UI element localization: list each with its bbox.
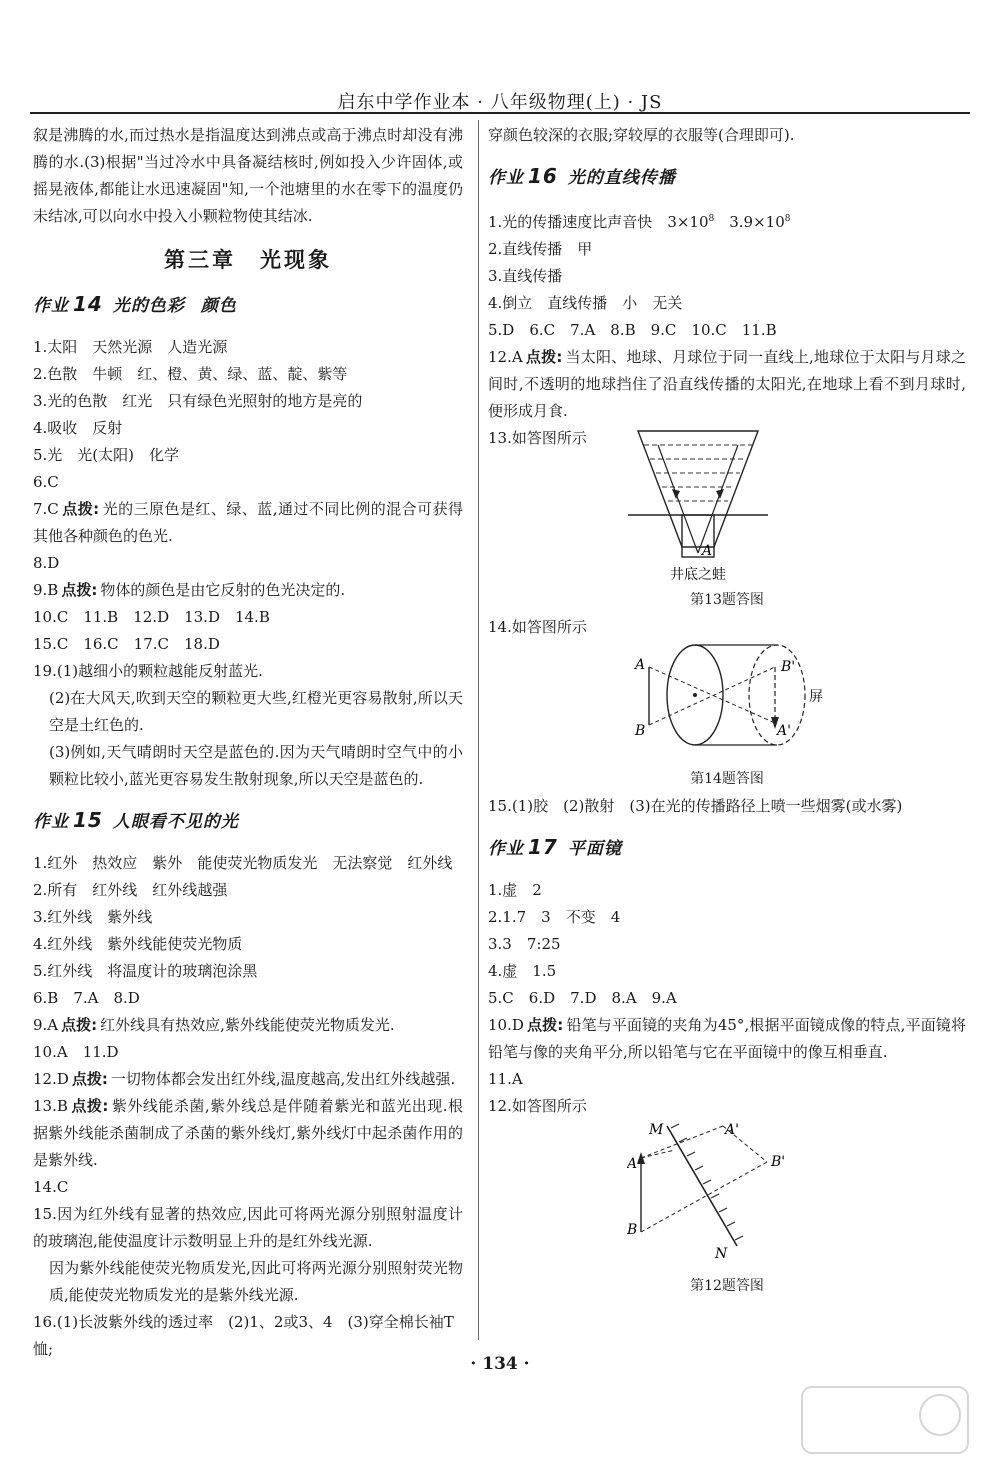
tip-label: 点拨: bbox=[526, 1016, 564, 1034]
answer-item: 12.如答图所示 bbox=[488, 1097, 587, 1115]
point-a-label: A bbox=[635, 657, 646, 673]
pinhole-camera-diagram bbox=[627, 643, 827, 753]
answer-item: 3.光的色散 红光 只有绿色光照射的地方是亮的 bbox=[33, 392, 363, 410]
answer-item: 2.直线传播 甲 bbox=[488, 240, 593, 258]
point-a-label: A bbox=[702, 543, 713, 559]
answer-item: 9.A 点拨: 红外线具有热效应,紫外线能使荧光物质发光. bbox=[33, 1016, 395, 1034]
point-a-label: A bbox=[627, 1156, 638, 1172]
tip-label: 点拨: bbox=[71, 1070, 108, 1088]
answer-item: 15.C 16.C 17.C 18.D bbox=[33, 635, 220, 653]
right-column bbox=[488, 122, 966, 1300]
answer-item: 12.A 点拨: 当太阳、地球、月球位于同一直线上,地球位于太阳与月球之间时,不透明的地球挡住了沿直线传播的太阳光,在地球上看不到月球时,便形成月食. bbox=[488, 348, 966, 420]
answer-item: 10.D 点拨: 铅笔与平面镜的夹角为45°,根据平面镜成像的特点,平面镜将铅笔与像的夹角平分,所以铅笔与它在平面镜中的像互相垂直. bbox=[488, 1016, 966, 1061]
answer-item: 1.红外 热效应 紫外 能使荧光物质发光 无法察觉 红外线 bbox=[33, 854, 453, 872]
tip-label: 点拨: bbox=[70, 1097, 109, 1115]
point-b-label: B bbox=[627, 1222, 638, 1238]
homework-15-heading: 作业 15 人眼看不见的光 bbox=[33, 808, 239, 832]
answer-item: 14.C bbox=[33, 1178, 69, 1196]
answer-item: 13.B 点拨: 紫外线能杀菌,紫外线总是伴随着紫光和蓝光出现.根据紫外线能杀菌制成了杀菌的紫外线灯,紫外线灯中起杀菌作用的是紫外线. bbox=[33, 1097, 464, 1169]
answer-item: 15.因为红外线有显著的热效应,因此可将两光源分别照射温度计的玻璃泡,能使温度计示数明显上升的是红外线光源. bbox=[33, 1205, 463, 1250]
point-a-prime-label: A' bbox=[777, 723, 791, 739]
answer-item: 19.(1)越细小的颗粒越能反射蓝光. bbox=[33, 662, 263, 680]
left-column bbox=[33, 122, 463, 1363]
answer-item: 3.3 7:25 bbox=[488, 935, 561, 953]
tip-label: 点拨: bbox=[61, 581, 98, 599]
answer-item: 4.倒立 直线传播 小 无关 bbox=[488, 294, 683, 312]
answer-item: 16.(1)长波紫外线的透过率 (2)1、2或3、4 (3)穿全棉长袖T恤; bbox=[33, 1313, 454, 1358]
answer-item: 6.C bbox=[33, 473, 59, 491]
answer-item: 5.光 光(太阳) 化学 bbox=[33, 446, 180, 464]
point-b-prime-label: B' bbox=[771, 1154, 786, 1170]
answer-item: 2.色散 牛顿 红、橙、黄、绿、蓝、靛、紫等 bbox=[33, 365, 348, 383]
answer-item: 14.如答图所示 bbox=[488, 618, 587, 636]
answer-item: 穿颜色较深的衣服;穿较厚的衣服等(合理即可). bbox=[488, 126, 795, 144]
page-number: · 134 · bbox=[470, 1354, 530, 1374]
watermark-logo bbox=[800, 1385, 970, 1455]
answer-item: 10.C 11.B 12.D 13.D 14.B bbox=[33, 608, 270, 626]
answer-item: 6.B 7.A 8.D bbox=[33, 989, 140, 1007]
point-n-label: N bbox=[715, 1246, 728, 1260]
plane-mirror-diagram bbox=[627, 1122, 827, 1260]
header-rule bbox=[30, 112, 970, 114]
figure-13-caption: 第13题答图 bbox=[690, 592, 764, 608]
answer-item: 4.吸收 反射 bbox=[33, 419, 123, 437]
answer-item: 9.B 点拨: 物体的颜色是由它反射的色光决定的. bbox=[33, 581, 346, 599]
answer-item: 3.红外线 紫外线 bbox=[33, 908, 153, 926]
homework-14-heading: 作业 14 光的色彩 颜色 bbox=[33, 292, 237, 316]
answer-item: 4.红外线 紫外线能使荧光物质 bbox=[33, 935, 243, 953]
screen-label: 屏 bbox=[809, 689, 823, 705]
answer-item: 4.虚 1.5 bbox=[488, 962, 557, 980]
chapter-title: 第三章 光现象 bbox=[164, 247, 332, 272]
tip-label: 点拨: bbox=[61, 1016, 98, 1034]
answer-item: 13.如答图所示 bbox=[488, 429, 587, 447]
tip-label: 点拨: bbox=[61, 500, 100, 518]
answer-item: 12.D 点拨: 一切物体都会发出红外线,温度越高,发出红外线越强. bbox=[33, 1070, 456, 1088]
answer-item: (3)例如,天气晴朗时天空是蓝色的.因为天气晴朗时空气中的小颗粒比较小,蓝光更容易发生散射现象,所以天空是蓝色的. bbox=[49, 743, 463, 788]
figure-14 bbox=[488, 643, 966, 762]
point-m-label: M bbox=[649, 1122, 664, 1138]
answer-item: 因为紫外线能使荧光物质发光,因此可将两光源分别照射荧光物质,能使荧光物质发光的是紫外线光源. bbox=[49, 1259, 463, 1304]
tip-label: 点拨: bbox=[525, 348, 563, 366]
answer-item: (2)在大风天,吹到天空的颗粒更大些,红橙光更容易散射,所以天空是土红色的. bbox=[49, 689, 463, 734]
answer-item: 11.A bbox=[488, 1070, 523, 1088]
answer-item: 2.1.7 3 不变 4 bbox=[488, 908, 621, 926]
answer-item: 5.C 6.D 7.D 8.A 9.A bbox=[488, 989, 677, 1007]
answer-item: 8.D bbox=[33, 554, 60, 572]
answer-item: 3.直线传播 bbox=[488, 267, 563, 285]
answer-item: 1.光的传播速度比声音快 $3\times 10^8$ $3.9\times 10^8$ bbox=[488, 213, 791, 231]
intro-paragraph: 叙是沸腾的水,而过热水是指温度达到沸点或高于沸点时却没有沸腾的水.(3)根据"当过冷水中具备凝结核时,例如投入少许固体,或摇晃液体,都能让水迅速凝固"知,一个池塘里的水在零下的温度仍未结冰,可以向水中投入小颗粒物使其结冰. bbox=[33, 126, 463, 225]
figure-label: 井底之蛙 bbox=[670, 567, 726, 583]
well-frog-diagram bbox=[628, 427, 788, 587]
answer-item: 7.C 点拨: 光的三原色是红、绿、蓝,通过不同比例的混合可获得其他各种颜色的色光. bbox=[33, 500, 463, 545]
figure-12 bbox=[488, 1122, 966, 1269]
homework-17-heading: 作业 17 平面镜 bbox=[488, 835, 622, 859]
figure-12-caption: 第12题答图 bbox=[690, 1278, 764, 1294]
figure-14-caption: 第14题答图 bbox=[690, 771, 764, 787]
answer-item: 5.红外线 将温度计的玻璃泡涂黑 bbox=[33, 962, 258, 980]
answer-item: 1.太阳 天然光源 人造光源 bbox=[33, 338, 228, 356]
point-a-prime-label: A' bbox=[725, 1122, 739, 1138]
answer-item: 2.所有 红外线 红外线越强 bbox=[33, 881, 228, 899]
answer-item: 10.A 11.D bbox=[33, 1043, 119, 1061]
column-divider bbox=[478, 120, 479, 1340]
point-b-label: B bbox=[635, 723, 646, 739]
homework-16-heading: 作业 16 光的直线传播 bbox=[488, 164, 676, 188]
answer-item: 1.虚 2 bbox=[488, 881, 542, 899]
answer-item: 15.(1)胶 (2)散射 (3)在光的传播路径上喷一些烟雾(或水雾) bbox=[488, 797, 903, 815]
answer-item: 5.D 6.C 7.A 8.B 9.C 10.C 11.B bbox=[488, 321, 777, 339]
point-b-prime-label: B' bbox=[781, 659, 796, 675]
q13-row bbox=[488, 425, 966, 587]
page-header: 启东中学作业本 · 八年级物理(上) · JS bbox=[337, 92, 663, 113]
